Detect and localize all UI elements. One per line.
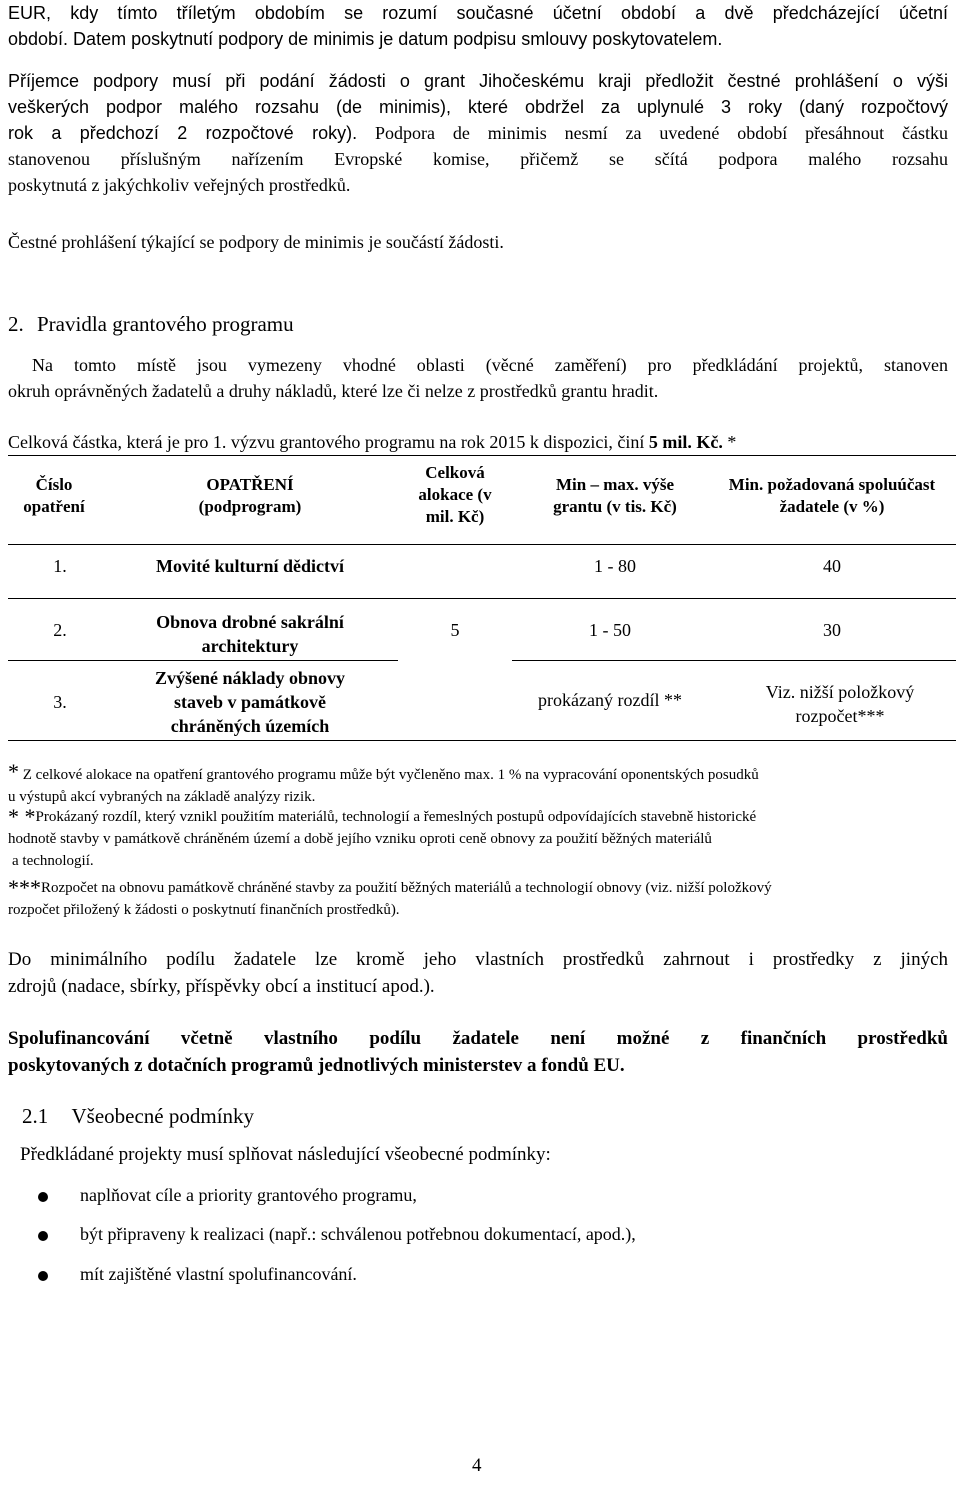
- row-3-range: [520, 690, 700, 711]
- p1-line-3b: Podpora de minimis nesmí za uvedené období přesáhnout částku: [357, 123, 948, 143]
- table-top-rule: [8, 455, 956, 456]
- row-3-range-text: prokázaný rozdíl: [538, 690, 660, 710]
- footnote-3-mark: ***: [8, 875, 41, 900]
- section-21-heading: [22, 1104, 254, 1129]
- footnote-2: [8, 806, 953, 872]
- page-number: 4: [472, 1455, 482, 1476]
- deminimis-paragraph: [8, 68, 948, 198]
- intro-line-1: EUR, kdy tímto tříletým obdobím se rozumí současné účetní období a dvě předcházející účetní: [8, 3, 948, 23]
- footnote-1: [8, 761, 953, 808]
- intro-paragraph: [8, 0, 948, 52]
- row-3-number: 3.: [53, 692, 67, 712]
- row-2-share: 30: [823, 620, 841, 640]
- s2-text-line-2: okruh oprávněných žadatelů a druhy nákladů, které lze či nelze z prostředků grantu hradit.: [8, 381, 659, 401]
- table-header-rule: [8, 544, 956, 545]
- cofinancing-paragraph: [8, 1025, 948, 1079]
- footnote-2-line-1: Prokázaný rozdíl, který vznikl použitím materiálů, technologií a řemeslných postupů odpovídajících stavebně historické: [35, 809, 757, 825]
- row-3-share-text: Viz. nižší položkový rozpočet: [765, 682, 915, 726]
- p1-line-1: Příjemce podpory musí při podání žádosti o grant Jihočeskému kraji předložit čestné prohlášení o výši: [8, 71, 948, 91]
- p1-line-4: stanovenou příslušným nařízením Evropské komise, přičemž se sčítá podpora malého rozsahu: [8, 149, 948, 169]
- total-amount-value: 5 mil. Kč.: [648, 432, 723, 452]
- p4-line-2: poskytovaných z dotačních programů jednotlivých ministerstev a fondů EU.: [8, 1055, 625, 1076]
- row-2-allocation: 5: [450, 620, 460, 640]
- section-2-title: Pravidla grantového programu: [37, 312, 294, 336]
- bullet-2-dot: [38, 1231, 48, 1241]
- p3-line-2: zdrojů (nadace, sbírky, příspěvky obcí a institucí apod.).: [8, 976, 435, 997]
- row-3-range-star: **: [659, 690, 682, 710]
- total-amount-star: *: [722, 432, 737, 452]
- header-col-range: Min – max. výše grantu (v tis. Kč): [553, 475, 677, 516]
- row-2-rule-right: [512, 660, 956, 661]
- intro-line-2: období. Datem poskytnutí podpory de minimis je datum podpisu smlouvy poskytovatelem.: [8, 29, 723, 49]
- p1-line-3a: rok a předchozí 2 rozpočtové roky).: [8, 123, 358, 143]
- row-3-name: Zvýšené náklady obnovy staveb v památkově chráněných územích: [154, 668, 346, 736]
- section-2-heading: [8, 312, 294, 337]
- declaration-paragraph: Čestné prohlášení týkající se podpory de minimis je součástí žádosti.: [8, 232, 504, 252]
- bullet-1-text: naplňovat cíle a priority grantového programu,: [80, 1185, 417, 1205]
- section-21-title: Všeobecné podmínky: [71, 1104, 255, 1128]
- section-2-number: 2.: [8, 312, 24, 336]
- header-col-allocation: Celková alokace (v mil. Kč): [418, 463, 492, 526]
- header-col-number: Číslo opatření: [23, 475, 85, 516]
- total-amount-line: [8, 432, 736, 453]
- footnote-2-mark: * *: [8, 804, 36, 829]
- section-21-intro: Předkládané projekty musí splňovat následující všeobecné podmínky:: [20, 1144, 551, 1165]
- footnote-1-line-2: u výstupů akcí vybraných na základě analýzy rizik.: [8, 789, 316, 805]
- total-amount-prefix: Celková částka, která je pro 1. výzvu grantového programu na rok 2015 k dispozici, činí: [8, 432, 649, 452]
- p1-line-2: veškerých podpor malého rozsahu (de minimis), které obdržel za uplynulé 3 roky (daný rozpočtový: [8, 97, 948, 117]
- p3-line-1: Do minimálního podílu žadatele lze kromě jeho vlastních prostředků zahrnout i prostředky z jiných: [8, 949, 948, 970]
- p4-line-1: Spolufinancování včetně vlastního podílu žadatele není možné z finančních prostředků: [8, 1028, 948, 1049]
- bullet-2-text: být připraveny k realizaci (např.: schválenou potřebnou dokumentací, apod.),: [80, 1224, 636, 1244]
- row-3-share-star: ***: [857, 706, 885, 726]
- row-1-share: 40: [823, 556, 841, 576]
- row-2-name: Obnova drobné sakrální architektury: [156, 612, 344, 656]
- s2-text-line-1: Na tomto místě jsou vymezeny vhodné oblasti (věcné zaměření) pro předkládání projektů, stanoven: [32, 355, 948, 375]
- row-2-rule-left: [8, 660, 398, 661]
- p1-line-3: [8, 120, 948, 146]
- bullet-1-dot: [38, 1192, 48, 1202]
- row-1-range: 1 - 80: [594, 556, 636, 576]
- footnote-3: [8, 877, 953, 921]
- row-1-name: Movité kulturní dědictví: [156, 556, 344, 576]
- footnote-3-line-2: rozpočet přiložený k žádosti o poskytnutí finančních prostředků).: [8, 902, 400, 918]
- table-bottom-rule: [8, 740, 956, 741]
- row-1-number: 1.: [53, 556, 67, 576]
- header-col-measure: OPATŘENÍ (podprogram): [198, 475, 302, 516]
- row-3-share: [720, 680, 960, 728]
- footnote-3-line-1: Rozpočet na obnovu památkově chráněné stavby za použití běžných materiálů a technologií obnovy (viz. nižší položkový: [41, 880, 772, 896]
- bullet-3-dot: [38, 1271, 48, 1281]
- section-21-number: 2.1: [22, 1104, 49, 1128]
- section-2-text: [8, 352, 948, 404]
- p1-line-5: poskytnutá z jakýchkoliv veřejných prostředků.: [8, 175, 351, 195]
- row-2-range: 1 - 50: [589, 620, 631, 640]
- footnote-1-mark: *: [8, 759, 19, 784]
- footnote-1-line-1: Z celkové alokace na opatření grantového programu může být vyčleněno max. 1 % na vypracování oponentských posudků: [19, 767, 759, 783]
- bullet-3-text: mít zajištěné vlastní spolufinancování.: [80, 1264, 357, 1284]
- row-1-rule: [8, 598, 956, 599]
- footnote-2-line-2: hodnotě stavby v památkově chráněném území a době jejího vzniku oproti ceně obnovy za použití běžných materiálů: [8, 831, 712, 847]
- min-share-paragraph: [8, 946, 948, 1000]
- footnote-2-line-3: a technologií.: [12, 853, 94, 869]
- header-col-share: Min. požadovaná spoluúčast žadatele (v %): [728, 475, 936, 516]
- row-2-number: 2.: [53, 620, 67, 640]
